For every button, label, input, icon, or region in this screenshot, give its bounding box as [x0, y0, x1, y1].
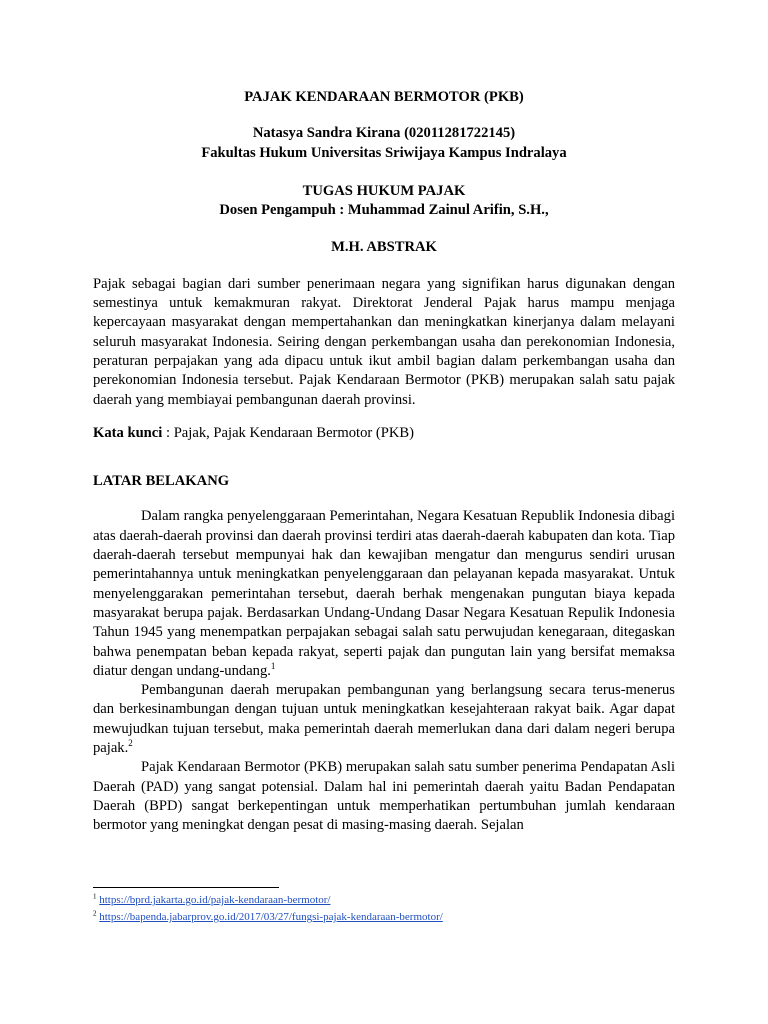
document-page [93, 80, 675, 836]
paragraph-2-text: Pembangunan daerah merupakan pembangunan yang berlangsung secara terus-menerus dan berkesinambungan dengan tujuan untuk meningkatkan kesejahteraan rakyat baik. Agar dapat mewujudkan tujuan tersebut, maka pemerintah daerah memerlukan dana dari dalam negeri berupa pajak. [93, 682, 675, 757]
author-affiliation: Fakultas Hukum Universitas Sriwijaya Kampus Indralaya [201, 144, 567, 161]
footnote-2 [93, 909, 443, 926]
footnote-ref-1[interactable]: 1 [270, 660, 276, 671]
abstract-text: Pajak sebagai bagian dari sumber penerimaan negara yang signifikan harus digunakan dengan semestinya untuk kemakmuran rakyat. Direktorat Jenderal Pajak harus mampu menjaga kepercayaan masyarakat dengan mempertahankan dan meningkatkan kinerjanya dalam melayani seluruh masyarakat Indonesia. Seiring dengan perkembangan usaha dan perekonomian Indonesia, peraturan perpajakan yang ada dipacu untuk ikut ambil bagian dalam perkembangan usaha dan perekonomian Indonesia tersebut. Pajak Kendaraan Bermotor (PKB) merupakan salah satu pajak daerah yang membiayai pembangunan daerah provinsi. [93, 275, 675, 408]
footnote-1-number: 1 [93, 892, 97, 901]
footnote-2-number: 2 [93, 909, 97, 918]
footnote-1-link[interactable]: https://bprd.jakarta.go.id/pajak-kendaraan-bermotor/ [99, 894, 331, 906]
keywords-label: Kata kunci [93, 424, 163, 441]
keywords-text: : Pajak, Pajak Kendaraan Bermotor (PKB) [162, 424, 415, 441]
assignment-title: TUGAS HUKUM PAJAK [302, 182, 466, 199]
paragraph-1-text: Dalam rangka penyelenggaraan Pemerintahan, Negara Kesatuan Republik Indonesia dibagi atas daerah-daerah provinsi dan daerah provinsi terdiri atas daerah-daerah kabupaten dan kota. Tiap daerah-daerah tersebut mempunyai hak dan kewajiban mengatur dan mengurus sendiri urusan pemerintahannya untuk meningkatkan penyelenggaraan dan pelayanan kepada masyarakat. Untuk menyelenggarakan pemerintahan tersebut, daerah berhak mengenakan pungutan biaya kepada masyarakat berupa pajak. Berdasarkan Undang-Undang Dasar Negara Kesatuan Repulik Indonesia Tahun 1945 yang menempatkan perpajakan sebagai salah satu perwujudan kenegaraan, ditegaskan bahwa penempatan beban kepada rakyat, seperti pajak dan pungutan lain yang bersifat memaksa diatur dengan undang-undang. [93, 508, 675, 679]
footnote-2-link[interactable]: https://bapenda.jabarprov.go.id/2017/03/27/fungsi-pajak-kendaraan-bermotor/ [99, 911, 443, 923]
keywords [93, 424, 675, 443]
author-block [93, 124, 675, 163]
paper-title: PAJAK KENDARAAN BERMOTOR (PKB) [244, 89, 524, 105]
paragraph-3-text: Pajak Kendaraan Bermotor (PKB) merupakan salah satu sumber penerima Pendapatan Asli Daerah (PAD) yang sangat potensial. Dalam hal ini pemerintah daerah yaitu Badan Pendapatan Daerah (BPD) sangat berkepentingan untuk memperhatikan pertumbuhan jumlah kendaraan bermotor yang meningkat dengan pesat di masing-masing daerah. Sejalan [93, 759, 675, 834]
lecturer-name: Dosen Pengampuh : Muhammad Zainul Arifin, S.H., [219, 202, 549, 219]
author-name: Natasya Sandra Kirana (02011281722145) [252, 125, 516, 142]
body-paragraph-2 [93, 681, 675, 758]
body-paragraph-1 [93, 507, 675, 681]
abstract-heading: M.H. ABSTRAK [331, 239, 437, 256]
footnote-1 [93, 892, 443, 909]
body-paragraph-3 [93, 758, 675, 835]
footnotes [93, 892, 443, 926]
assignment-block [93, 182, 675, 221]
footnote-ref-2[interactable]: 2 [128, 738, 133, 749]
section-heading: LATAR BELAKANG [93, 473, 230, 490]
footnote-separator [93, 887, 279, 888]
